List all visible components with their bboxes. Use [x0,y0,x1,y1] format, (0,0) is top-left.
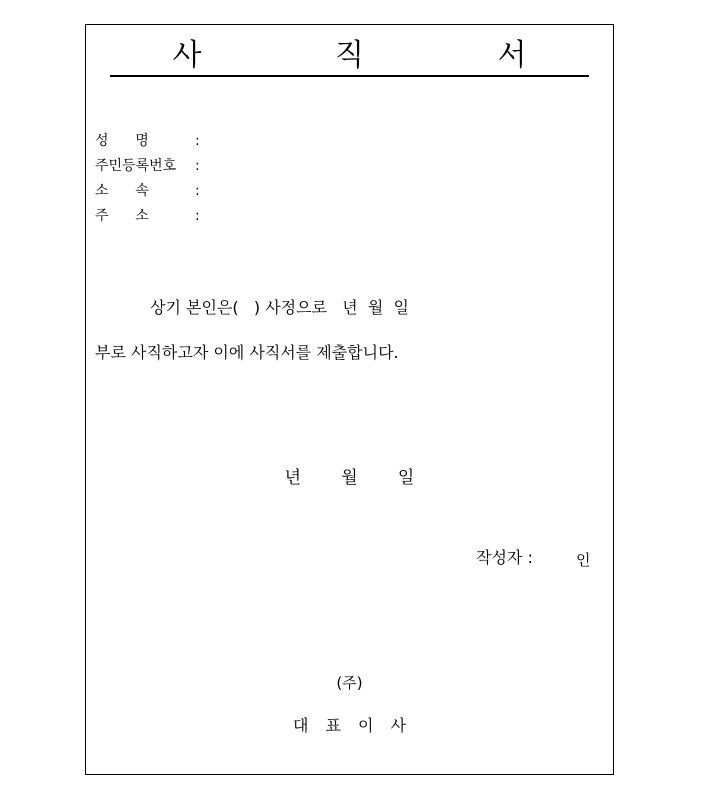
seal-mark: 인 [576,551,591,569]
field-address-colon: : [195,208,200,224]
signing-date: 년 월 일 [284,468,415,488]
writer-label: 작성자 : [476,548,533,567]
field-department-label: 소 속 [95,183,149,199]
ceo-title: 대 표 이 사 [292,716,413,735]
field-address-label: 주 소 [95,208,149,224]
field-name-label: 성 명 [95,133,149,149]
body-text-line-2: 부로 사직하고자 이에 사직서를 제출합니다. [95,343,399,362]
field-resident-number-colon: : [195,158,200,174]
title-block [86,37,613,77]
document-title: 사 직 서 [110,37,588,77]
field-name [95,129,200,154]
field-address [95,204,200,229]
info-fields [95,129,200,229]
field-resident-number-label: 주민등록번호 [95,158,177,174]
body-text-line-1: 상기 본인은( ) 사정으로 년 월 일 [150,298,409,317]
company-name: (주) [336,674,363,692]
field-department-colon: : [195,183,200,199]
field-resident-number [95,154,200,179]
field-department [95,179,200,204]
resignation-form-page [85,24,614,775]
field-name-colon: : [195,133,200,149]
